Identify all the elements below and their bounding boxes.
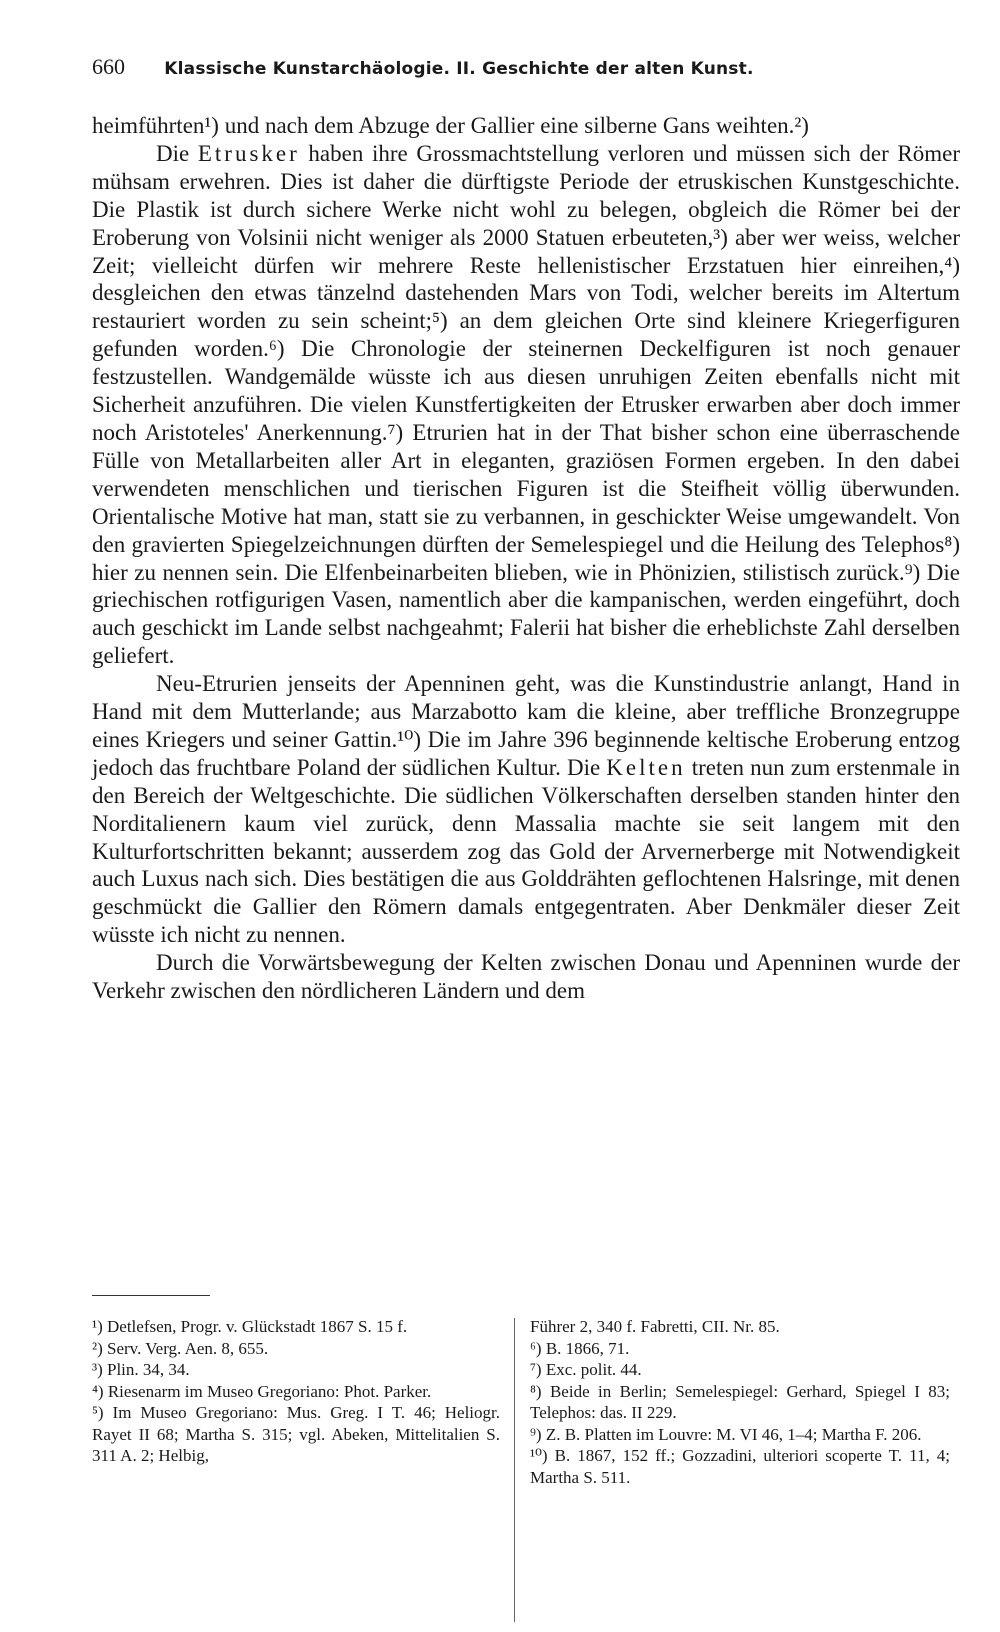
footnote-rule (92, 1295, 210, 1296)
spaced-term-etrusker: Etrusker (197, 140, 300, 166)
footnote: ⁹) Z. B. Platten im Louvre: M. VI 46, 1–4; Martha F. 206. (530, 1424, 922, 1444)
main-text (92, 112, 960, 1005)
paragraph-continued: heimführten¹) und nach dem Abzuge der Gallier eine silberne Gans weihten.²) (92, 113, 809, 138)
paragraph-neu-etrurien (92, 670, 960, 949)
paragraph-vorwaertsbewegung: Durch die Vorwärtsbewegung der Kelten zwischen Donau und Apenninen wurde der Verkehr zwischen den nördlicheren Ländern und dem (92, 950, 960, 1004)
footnote: Führer 2, 340 f. Fabretti, CII. Nr. 85. (530, 1317, 780, 1336)
footnote: ⁸) Beide in Berlin; Semelespiegel: Gerhard, Spiegel I 83; Telephos: das. II 229. (530, 1381, 950, 1422)
paragraph-text: treten nun zum erstenmale in den Bereich der Weltgeschichte. Die südlichen Völkerschaften derselben standen hinter den Norditalienern kaum viel zurück, denn Massalia machte sie seit langem mit den Kulturfortschritten bekannt; ausserdem zog das Gold der Arvernerberge mit Notwendigkeit auch Luxus nach sich. Dies bestätigen die aus Golddrähten geflochtenen Halsringe, mit denen geschmückt die Gallier den Römern damals entgegentraten. Aber Denkmäler dieser Zeit wüsste ich nicht zu nennen. (92, 754, 960, 948)
paragraph-text: Die (156, 140, 198, 166)
running-header (92, 54, 922, 80)
paragraph-text: haben ihre Grossmachtstellung verloren und müssen sich der Römer mühsam erwehren. Dies ist daher die dürftigste Periode der etruskischen Kunstgeschichte. Die Plastik ist durch sichere Werke nicht wohl zu belegen, obgleich die Römer bei der Eroberung von Volsinii nicht weniger als 2000 Statuen erbeuteten,³) aber wer weiss, welcher Zeit; vielleicht dürfen wir mehrere Reste hellenistischer Erzstatuen hier einreihen,⁴) desgleichen den etwas tänzelnd dastehenden Mars von Todi, welcher bereits im Altertum restauriert worden zu sein scheint;⁵) an dem gleichen Orte sind kleinere Kriegerfiguren gefunden worden.⁶) Die Chronologie der steinernen Deckelfiguren ist noch genauer festzustellen. Wandgemälde wüsste ich aus diesen unruhigen Zeiten ebenfalls nicht mit Sicherheit anzuführen. Die vielen Kunstfertigkeiten der Etrusker erwarben aber doch immer noch Aristoteles' Anerkennung.⁷) Etrurien hat in der That bisher schon eine überraschende Fülle von Metallarbeiten aller Art in eleganten, graziösen Formen ergeben. In den dabei verwendeten menschlichen und tierischen Figuren ist die Steifheit völlig überwunden. Orientalische Motive hat man, statt sie zu verbannen, in geschickter Weise umgewandelt. Von den gravierten Spiegelzeichnungen dürften der Semelespiegel und die Heilung des Telephos⁸) hier zu nennen sein. Die Elfenbeinarbeiten blieben, wie in Phönizien, stilistisch zurück.⁹) Die griechischen rotfigurigen Vasen, namentlich aber die kampanischen, werden eingeführt, doch auch geschickt im Lande selbst nachgeahmt; Falerii hat bisher die erheblichste Zahl derselben geliefert. (92, 140, 960, 669)
spaced-term-kelten: Kelten (606, 754, 686, 780)
footnote: ¹) Detlefsen, Progr. v. Glückstadt 1867 S. 15 f. (92, 1317, 408, 1336)
footnote: ²) Serv. Verg. Aen. 8, 655. (92, 1338, 269, 1358)
footnote-column-divider (514, 1318, 515, 1622)
footnotes-right-column (530, 1316, 950, 1488)
page-number: 660 (92, 54, 125, 79)
paragraph-text: Neu-Etrurien jenseits der Apenninen geht, was die Kunstindustrie anlangt, Hand in Hand mit dem Mutterlande; aus Marzabotto kam die kleine, aber treffliche Bronzegruppe eines Kriegers und seiner Gattin.¹⁰) Die im Jahre 396 beginnende keltische Eroberung entzog jedoch das fruchtbare Poland der südlichen Kultur. Die (92, 671, 960, 780)
footnote: ¹⁰) B. 1867, 152 ff.; Gozzadini, ulteriori scoperte T. 11, 4; Martha S. 511. (530, 1446, 950, 1487)
footnotes-left-column (92, 1316, 500, 1467)
footnote: ³) Plin. 34, 34. (92, 1360, 190, 1379)
footnote: ⁶) B. 1866, 71. (530, 1338, 630, 1358)
footnote: ⁴) Riesenarm im Museo Gregoriano: Phot. Parker. (92, 1381, 432, 1401)
footnote: ⁵) Im Museo Gregoriano: Mus. Greg. I T. 46; Heliogr. Rayet II 68; Martha S. 315; vgl. Abeken, Mittelitalien S. 311 A. 2; Helbig, (92, 1403, 500, 1465)
running-title: Klassische Kunstarchäologie. II. Geschichte der alten Kunst. (164, 59, 754, 79)
paragraph-etrusker (92, 140, 960, 670)
footnote: ⁷) Exc. polit. 44. (530, 1360, 642, 1379)
